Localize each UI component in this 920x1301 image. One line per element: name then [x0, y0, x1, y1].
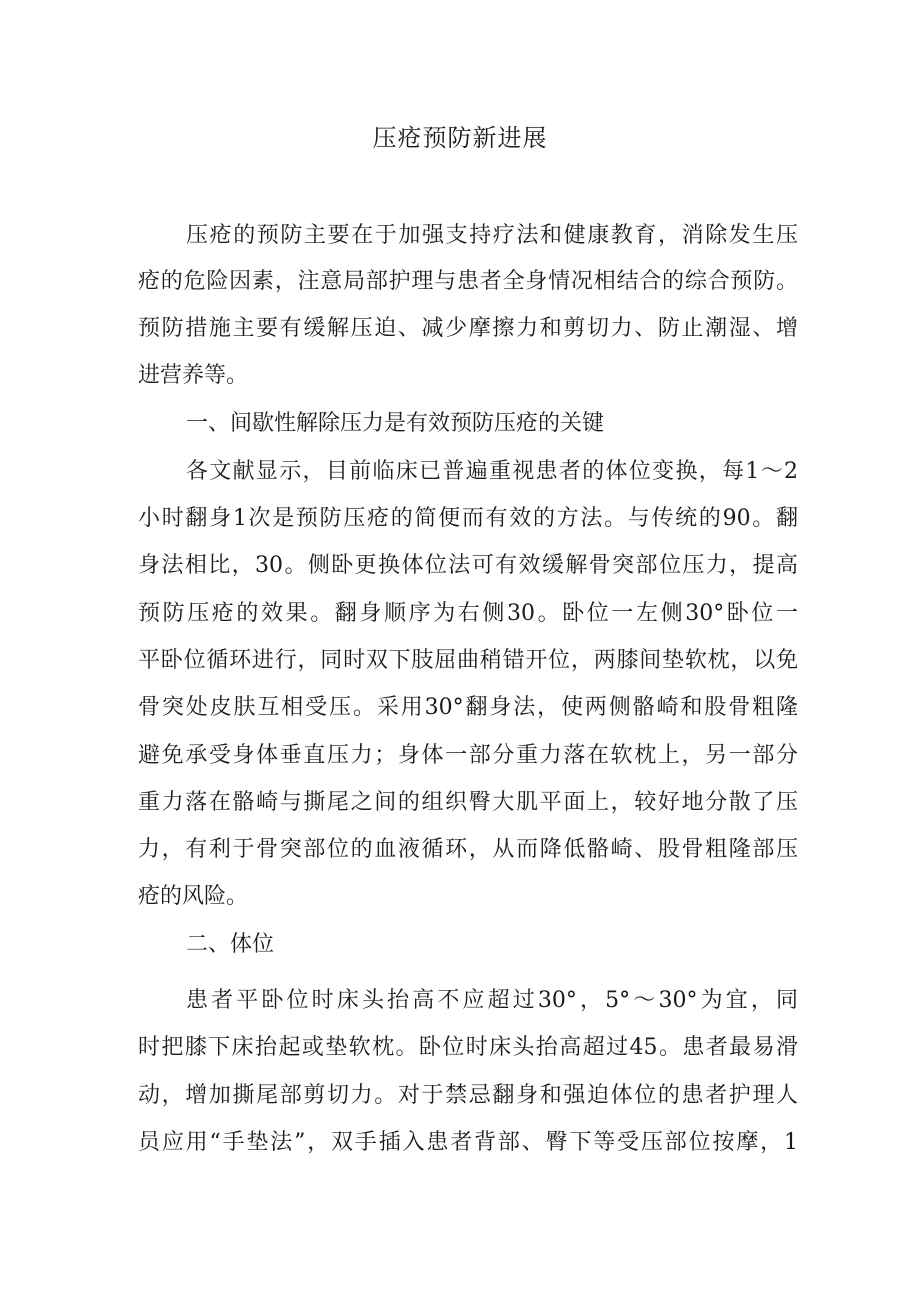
paragraph-line: 避免承受身体垂直压力；身体一部分重力落在软枕上，另一部分	[138, 743, 798, 768]
paragraph-line: 压疮的预防主要在于加强支持疗法和健康教育，消除发生压	[186, 223, 798, 248]
paragraph-line: 身法相比，30。侧卧更换体位法可有效缓解骨突部位压力，提高	[138, 553, 798, 578]
paragraph-line: 疮的风险。	[138, 884, 249, 909]
paragraph-line: 动，增加撕尾部剪切力。对于禁忌翻身和强迫体位的患者护理人	[138, 1083, 798, 1108]
paragraph-line: 疮的危险因素，注意局部护理与患者全身情况相结合的综合预防。	[138, 269, 798, 294]
paragraph-line: 小时翻身1次是预防压疮的简便而有效的方法。与传统的90。翻	[138, 506, 798, 531]
paragraph-line: 各文献显示，目前临床已普遍重视患者的体位变换，每1～2	[186, 459, 798, 484]
paragraph-line: 患者平卧位时床头抬高不应超过30°，5°～30°为宜，同	[186, 988, 798, 1013]
paragraph-line: 骨突处皮肤互相受压。采用30°翻身法，使两侧骼崎和股骨粗隆	[138, 695, 798, 720]
paragraph-line: 员应用“手垫法”，双手插入患者背部、臀下等受压部位按摩，1	[138, 1130, 798, 1155]
paragraph-line: 平卧位循环进行，同时双下肢屈曲稍错开位，两膝间垫软枕，以免	[138, 648, 798, 673]
section-heading: 一、间歇性解除压力是有效预防压疮的关键	[186, 411, 605, 436]
paragraph-line: 预防措施主要有缓解压迫、减少摩擦力和剪切力、防止潮湿、增	[138, 316, 798, 341]
paragraph-line: 预防压疮的效果。翻身顺序为右侧30。卧位一左侧30°卧位一	[138, 601, 798, 626]
paragraph-line: 时把膝下床抬起或垫软枕。卧位时床头抬高超过45。患者最易滑	[138, 1035, 798, 1060]
paragraph-line: 进营养等。	[138, 363, 249, 388]
paragraph-line: 力，有利于骨突部位的血液循环，从而降低骼崎、股骨粗隆部压	[138, 837, 798, 862]
document-title: 压疮预防新进展	[372, 124, 548, 152]
paragraph-line: 重力落在骼崎与撕尾之间的组织臀大肌平面上，较好地分散了压	[138, 790, 798, 815]
section-heading: 二、体位	[186, 932, 275, 957]
